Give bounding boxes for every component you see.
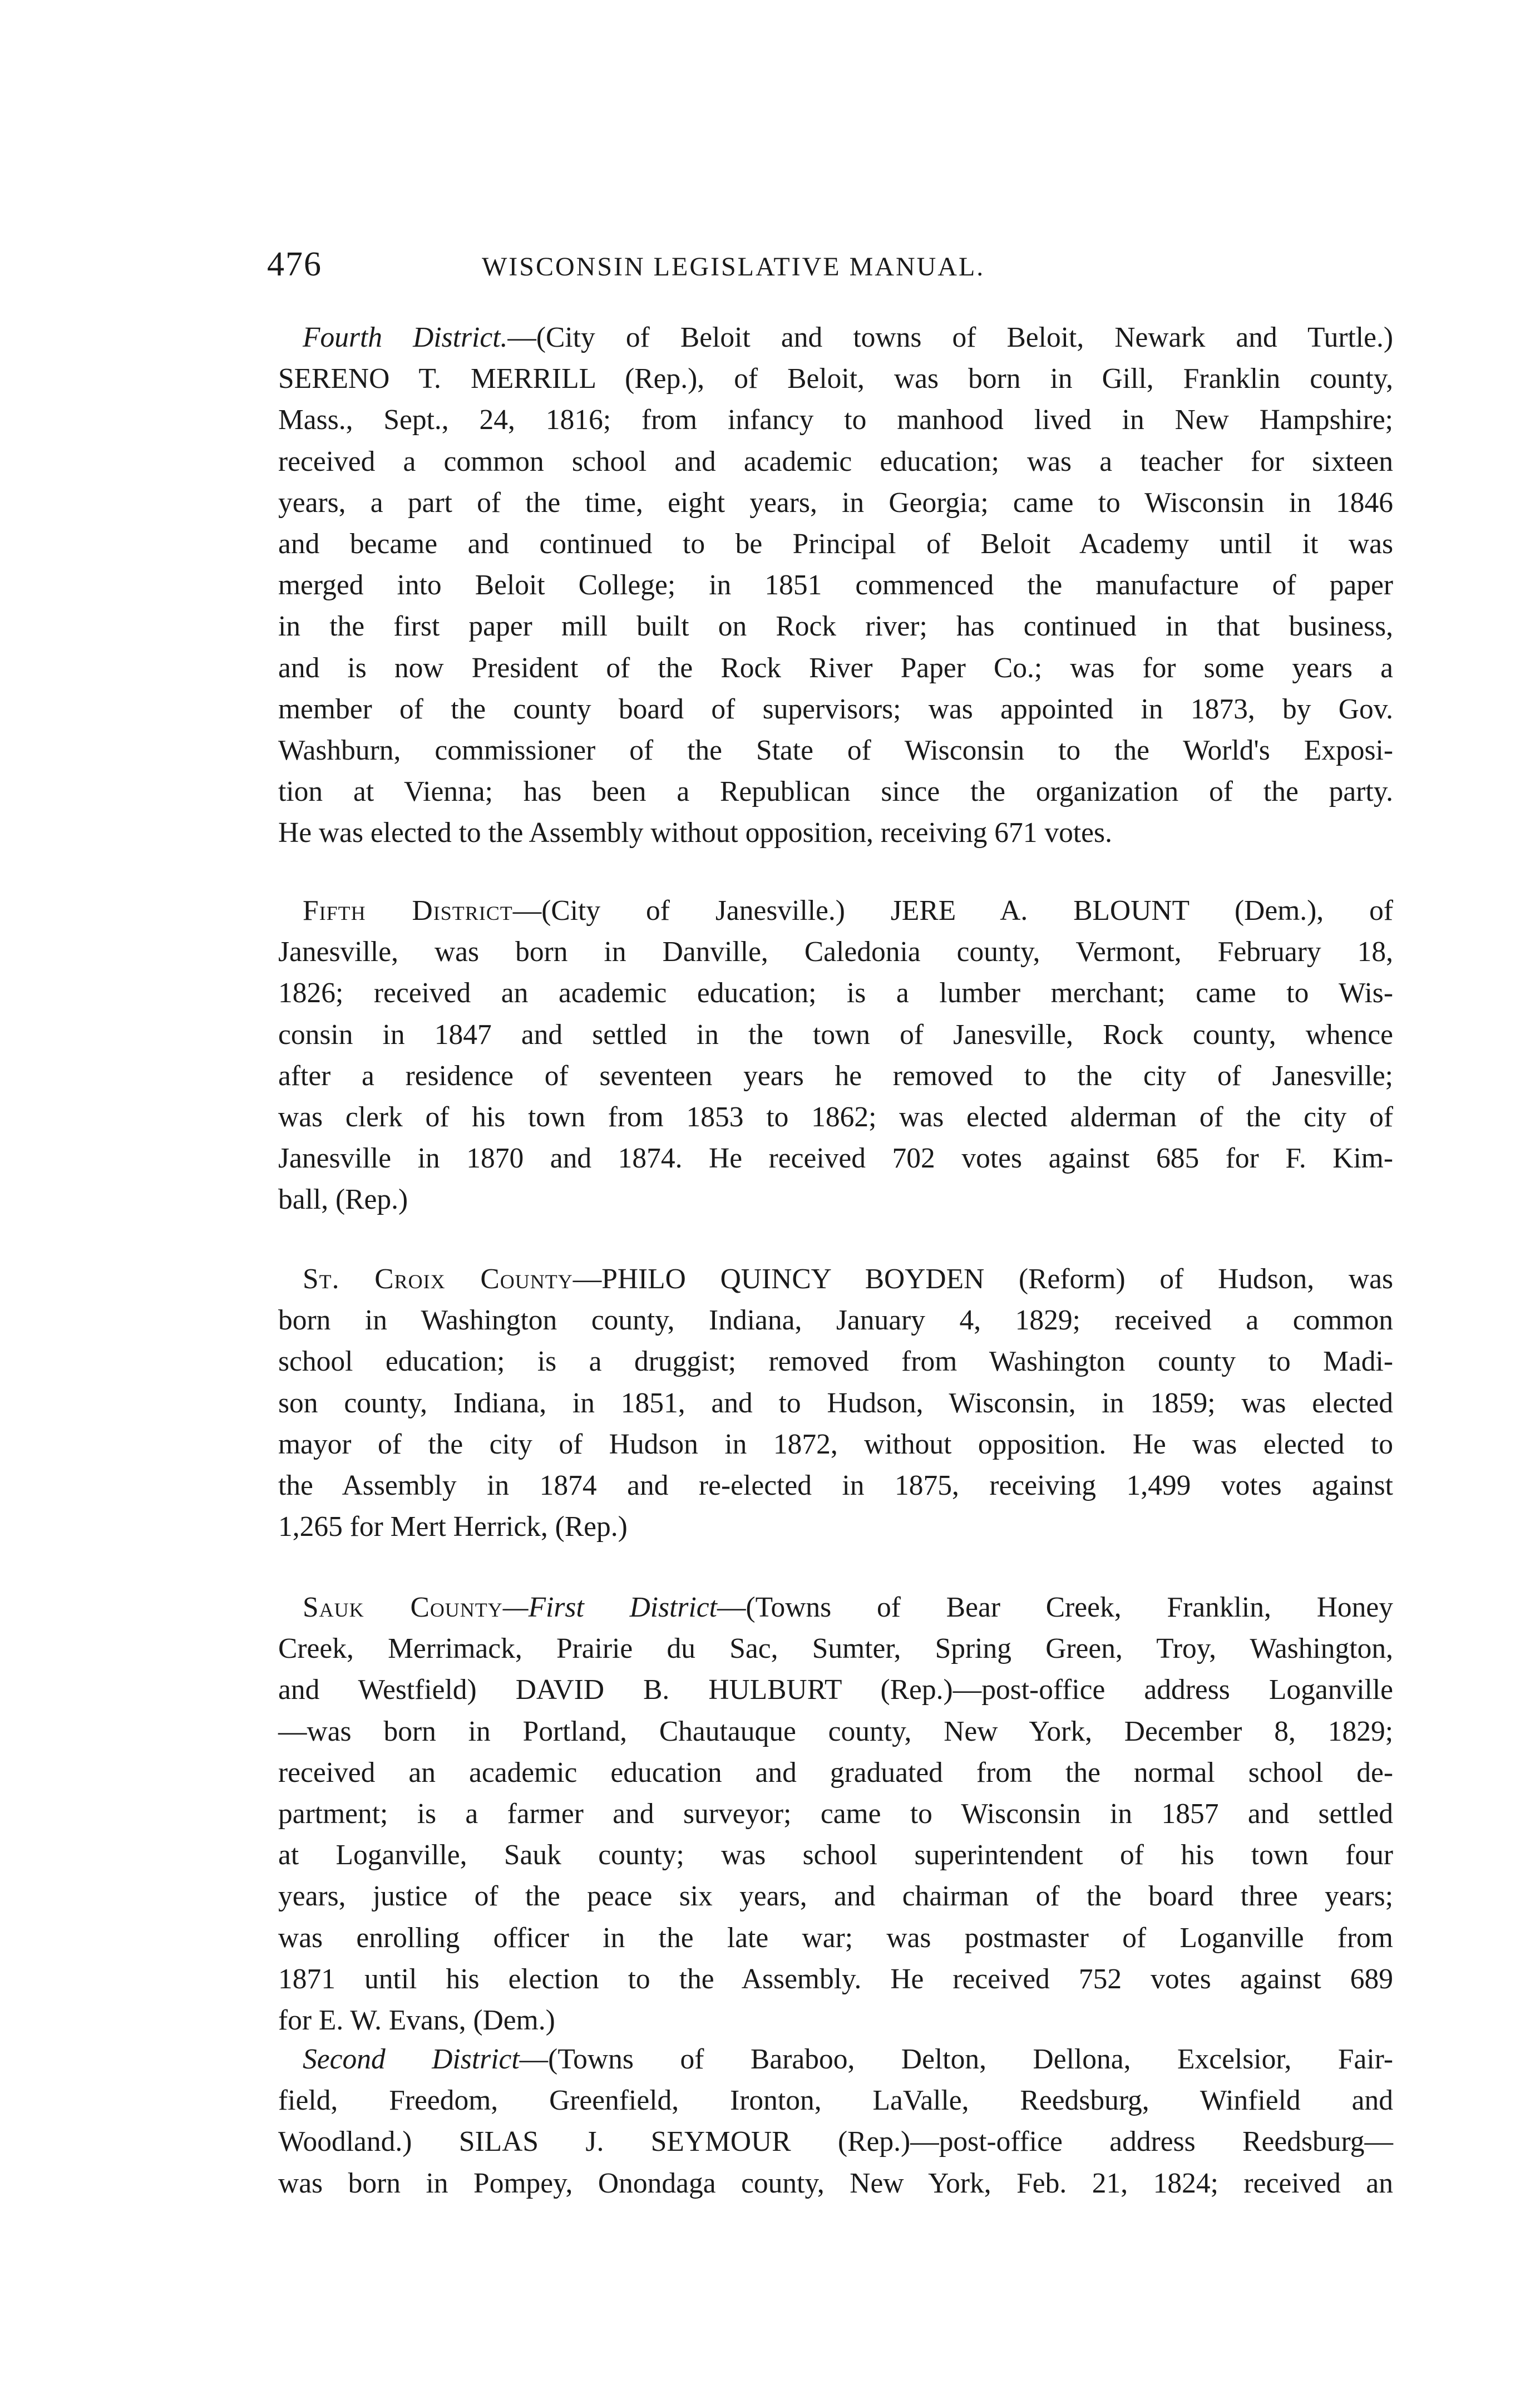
page-number: 476 [267, 245, 322, 283]
paragraph-line: in the first paper mill built on Rock river; has continued in that business, [278, 610, 1393, 643]
paragraph-line: field, Freedom, Greenfield, Ironton, LaValle, Reedsburg, Winfield and [278, 2085, 1393, 2117]
paragraph-line: Fifth District—(City of Janesville.) JERE A. BLOUNT (Dem.), of [303, 895, 1393, 927]
section-st-croix-county [278, 1259, 1393, 1548]
paragraph-line: was clerk of his town from 1853 to 1862; was elected alderman of the city of [278, 1101, 1393, 1134]
paragraph-line: Janesville, was born in Danville, Caledonia county, Vermont, February 18, [278, 936, 1393, 968]
paragraph-line: and is now President of the Rock River Paper Co.; was for some years a [278, 652, 1393, 684]
paragraph-line: school education; is a druggist; removed from Washington county to Madi- [278, 1346, 1393, 1378]
paragraph-line: 1871 until his election to the Assembly. He received 752 votes against 689 [278, 1963, 1393, 1995]
paragraph-line: and Westfield) DAVID B. HULBURT (Rep.)—post-office address Loganville [278, 1674, 1393, 1706]
paragraph-line: —was born in Portland, Chautauque county, New York, December 8, 1829; [278, 1715, 1393, 1747]
paragraph-line: mayor of the city of Hudson in 1872, without opposition. He was elected to [278, 1428, 1393, 1460]
paragraph-line: partment; is a farmer and surveyor; came to Wisconsin in 1857 and settled [278, 1798, 1393, 1830]
district-heading: Fifth District [303, 895, 513, 927]
paragraph-line: 1,265 for Mert Herrick, (Rep.) [278, 1511, 628, 1543]
section-sauk-county-first-district [278, 1587, 1393, 2041]
section-fourth-district [278, 317, 1393, 854]
paragraph-line: born in Washington county, Indiana, January 4, 1829; received a common [278, 1304, 1393, 1337]
paragraph-line: member of the county board of supervisors; was appointed in 1873, by Gov. [278, 693, 1393, 725]
paragraph-line: and became and continued to be Principal of Beloit Academy until it was [278, 528, 1393, 560]
district-heading: —First District [502, 1592, 717, 1623]
paragraph-line: tion at Vienna; has been a Republican since the organization of the party. [278, 776, 1393, 808]
paragraph-line: He was elected to the Assembly without opposition, receiving 671 votes. [278, 817, 1112, 849]
section-sauk-county-second-district [278, 2039, 1393, 2204]
paragraph-line: was born in Pompey, Onondaga county, New York, Feb. 21, 1824; received an [278, 2167, 1393, 2199]
paragraph-line: son county, Indiana, in 1851, and to Hudson, Wisconsin, in 1859; was elected [278, 1387, 1393, 1419]
paragraph-line: Second District—(Towns of Baraboo, Delton, Dellona, Excelsior, Fair- [303, 2043, 1393, 2075]
paragraph-line: years, justice of the peace six years, and chairman of the board three years; [278, 1880, 1393, 1913]
paragraph-line: Janesville in 1870 and 1874. He received 702 votes against 685 for F. Kim- [278, 1142, 1393, 1175]
paragraph-line: Sauk County—First District—(Towns of Bear Creek, Franklin, Honey [303, 1592, 1393, 1623]
county-heading: Sauk County [303, 1592, 503, 1623]
paragraph-line: was enrolling officer in the late war; was postmaster of Loganville from [278, 1922, 1393, 1954]
paragraph-line: years, a part of the time, eight years, in Georgia; came to Wisconsin in 1846 [278, 486, 1393, 519]
paragraph-line: Mass., Sept., 24, 1816; from infancy to manhood lived in New Hampshire; [278, 404, 1393, 436]
paragraph-line: consin in 1847 and settled in the town of Janesville, Rock county, whence [278, 1018, 1393, 1051]
district-heading: Fourth District. [303, 322, 508, 353]
paragraph-line: 1826; received an academic education; is a lumber merchant; came to Wis- [278, 977, 1393, 1009]
paragraph-line: St. Croix County—PHILO QUINCY BOYDEN (Reform) of Hudson, was [303, 1263, 1394, 1295]
paragraph-line: Creek, Merrimack, Prairie du Sac, Sumter, Spring Green, Troy, Washington, [278, 1633, 1393, 1665]
paragraph-line: Washburn, commissioner of the State of Wisconsin to the World's Exposi- [278, 735, 1393, 767]
running-head: WISCONSIN LEGISLATIVE MANUAL. [482, 252, 985, 282]
paragraph-line: SERENO T. MERRILL (Rep.), of Beloit, was born in Gill, Franklin county, [278, 363, 1393, 395]
paragraph-line: Fourth District.—(City of Beloit and towns of Beloit, Newark and Turtle.) [303, 322, 1393, 353]
county-heading: St. Croix County [303, 1263, 573, 1295]
paragraph-line: at Loganville, Sauk county; was school superintendent of his town four [278, 1839, 1393, 1871]
paragraph-line: received an academic education and graduated from the normal school de- [278, 1756, 1393, 1789]
paragraph-line: for E. W. Evans, (Dem.) [278, 2004, 555, 2037]
district-heading: Second District [303, 2043, 520, 2075]
paragraph-line: merged into Beloit College; in 1851 commenced the manufacture of paper [278, 569, 1393, 602]
paragraph-line: after a residence of seventeen years he removed to the city of Janesville; [278, 1060, 1393, 1092]
paragraph-line: received a common school and academic education; was a teacher for sixteen [278, 445, 1393, 477]
paragraph-line: the Assembly in 1874 and re-elected in 1875, receiving 1,499 votes against [278, 1470, 1393, 1502]
paragraph-line: ball, (Rep.) [278, 1184, 408, 1216]
paragraph-line: Woodland.) SILAS J. SEYMOUR (Rep.)—post-office address Reedsburg— [278, 2126, 1393, 2158]
section-fifth-district [278, 890, 1393, 1221]
